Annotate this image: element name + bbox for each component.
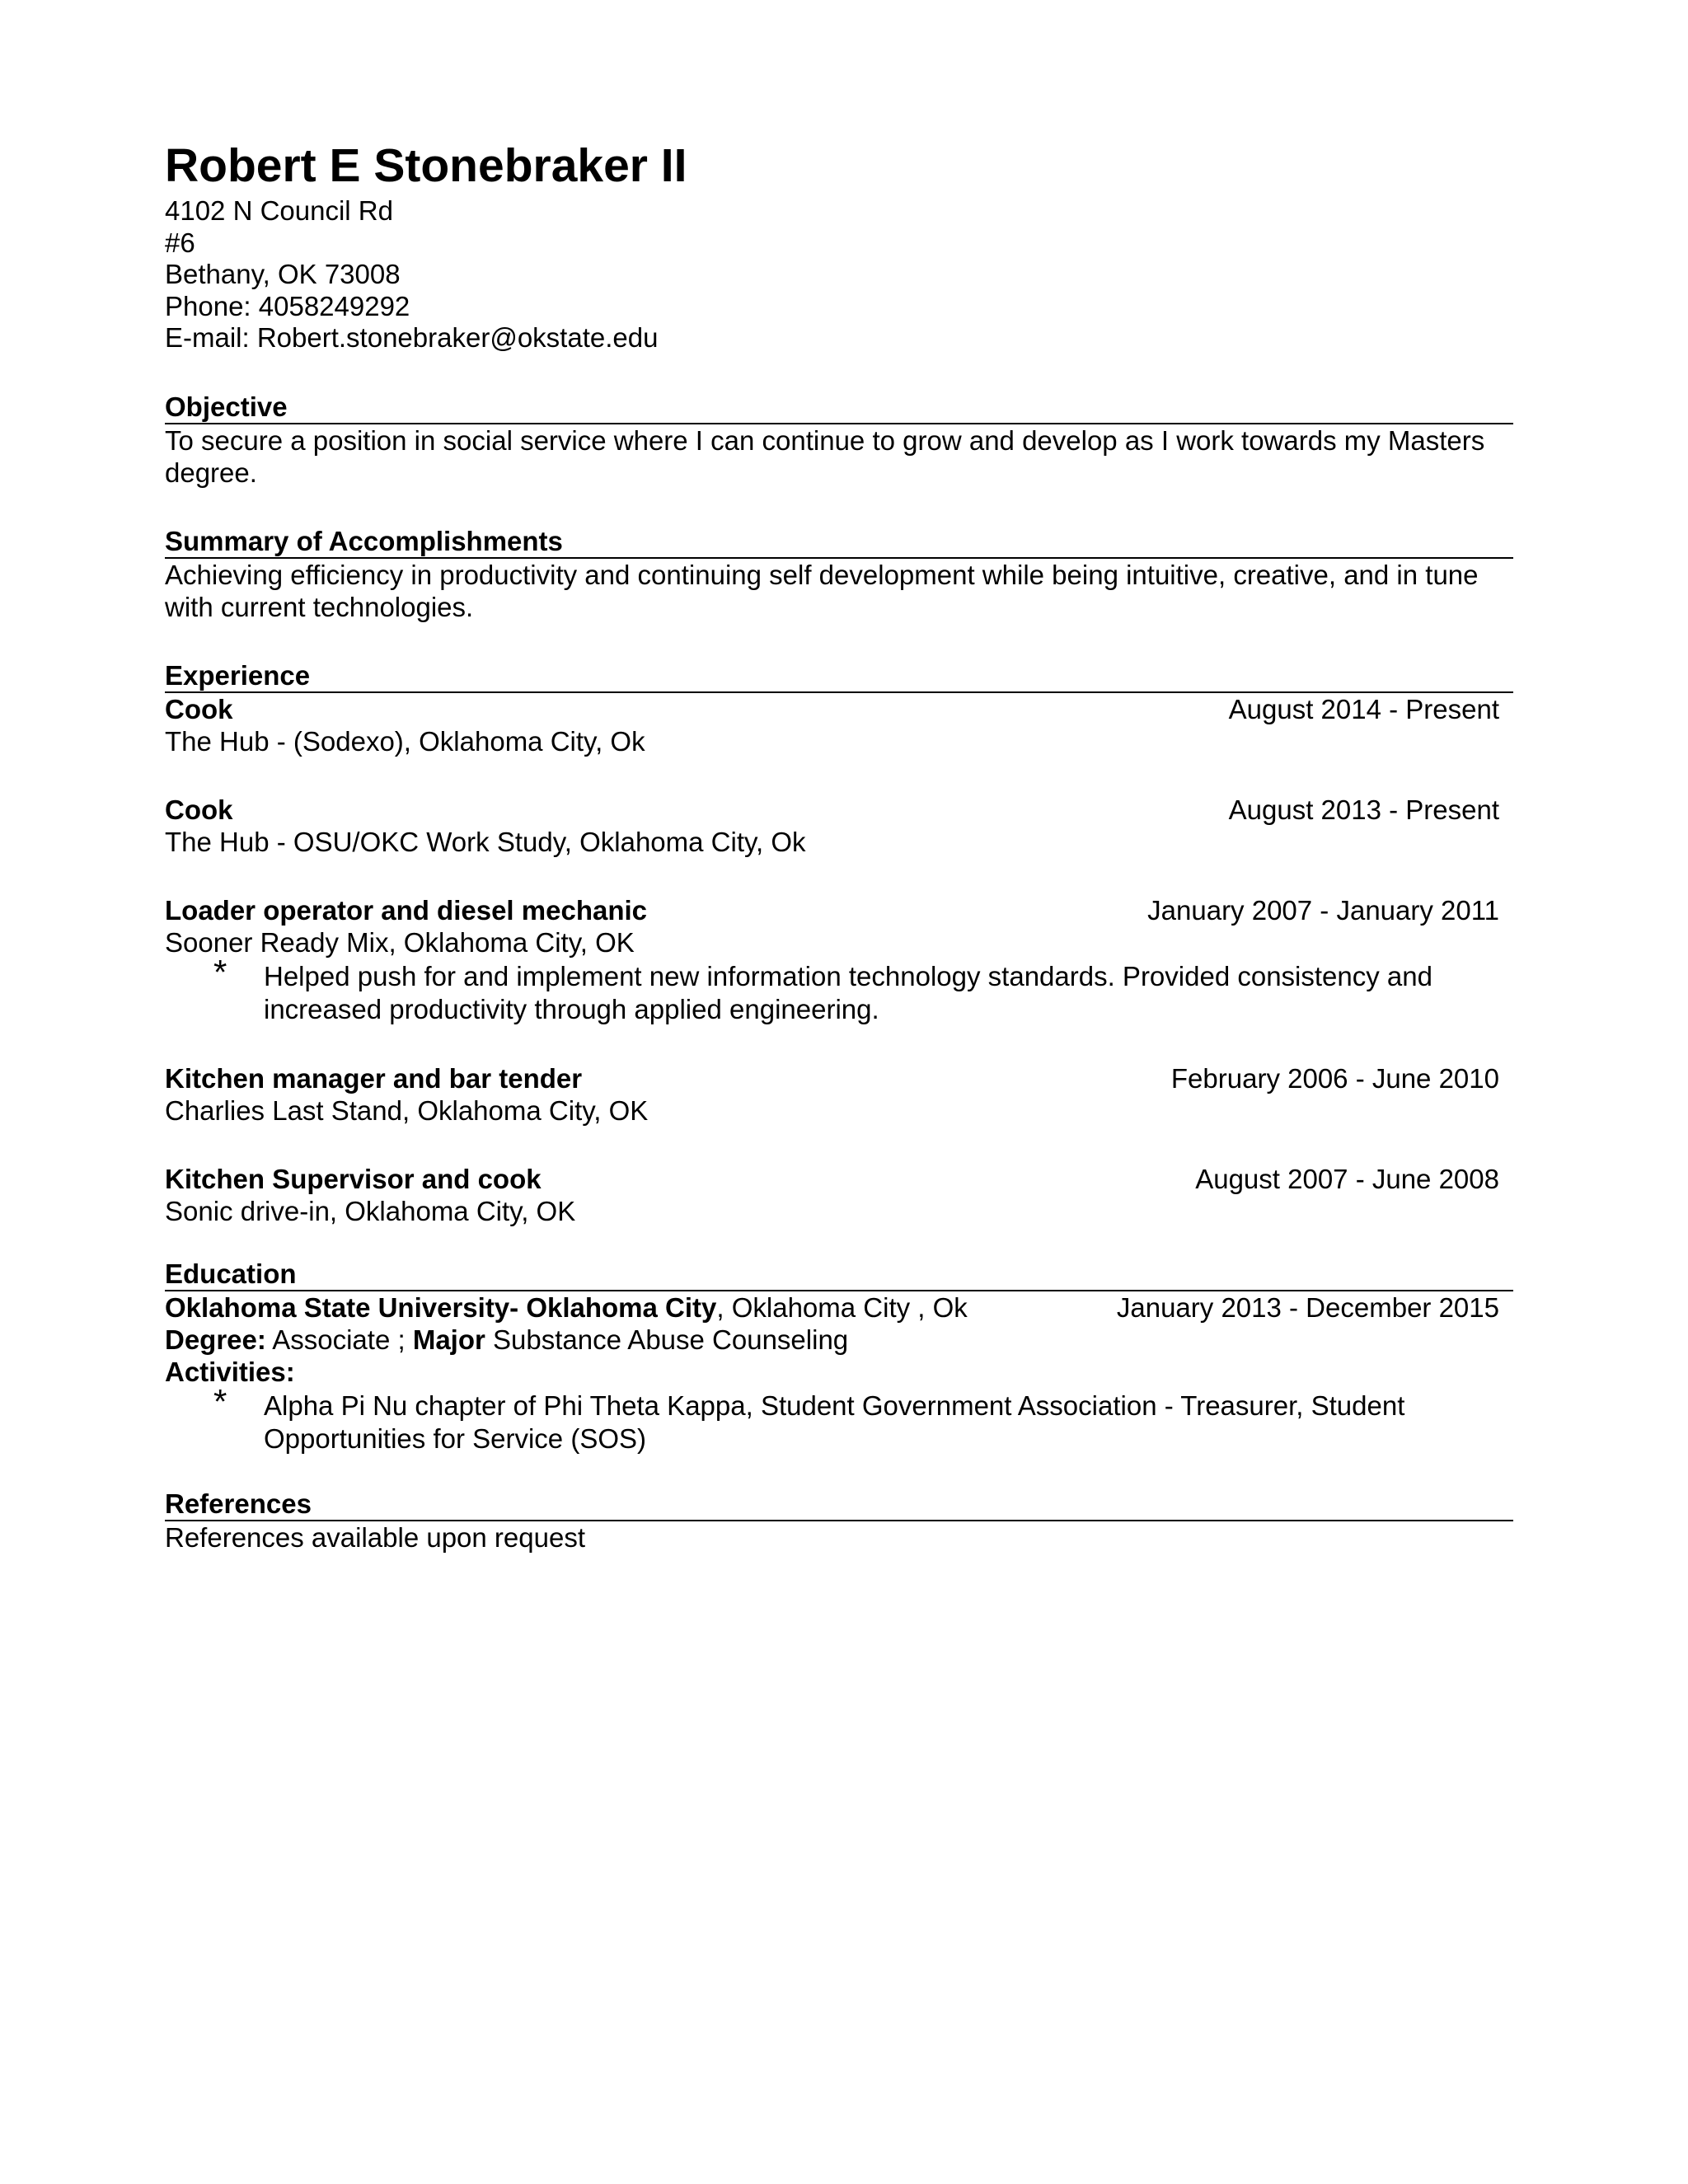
references-text: References available upon request <box>165 1521 586 1553</box>
summary-text: Achieving efficiency in productivity and continuing self development while being intuitive, creative, and in tune with current technologies. <box>165 559 1479 622</box>
degree-label: Degree: <box>165 1324 266 1355</box>
job-employer: Sooner Ready Mix, Oklahoma City, OK <box>165 926 635 958</box>
resume-page <box>165 136 1513 1554</box>
job-employer: The Hub - OSU/OKC Work Study, Oklahoma City, Ok <box>165 826 806 857</box>
job-title: Cook <box>165 794 233 825</box>
education-section <box>165 1258 1513 1455</box>
activities-text: Alpha Pi Nu chapter of Phi Theta Kappa, Student Government Association - Treasurer, Student Opportunities for Service (SOS) <box>264 1390 1405 1454</box>
city-state-zip: Bethany, OK 73008 <box>165 259 401 289</box>
job-entry <box>165 794 1513 858</box>
school-name: Oklahoma State University- Oklahoma City <box>165 1291 717 1323</box>
address-line-1: 4102 N Council Rd <box>165 195 393 226</box>
job-dates: February 2006 - June 2010 <box>1170 1062 1499 1094</box>
job-dates: August 2007 - June 2008 <box>1195 1163 1499 1194</box>
phone: Phone: 4058249292 <box>165 290 410 321</box>
job-bullet-text: Helped push for and implement new information technology standards. Provided consistency and increased productivity through applied engineering. <box>264 960 1432 1024</box>
school-line <box>165 1291 968 1324</box>
degree-line <box>165 1324 1513 1356</box>
job-employer: Charlies Last Stand, Oklahoma City, OK <box>165 1094 649 1126</box>
address-line-2: #6 <box>165 227 195 258</box>
job-title: Cook <box>165 693 233 724</box>
experience-section <box>165 660 1513 1227</box>
job-employer: The Hub - (Sodexo), Oklahoma City, Ok <box>165 725 645 757</box>
job-entry <box>165 894 1513 1026</box>
objective-heading: Objective <box>165 391 1513 424</box>
education-dates: January 2013 - December 2015 <box>1116 1291 1499 1323</box>
job-entry <box>165 693 1513 757</box>
job-title: Kitchen Supervisor and cook <box>165 1163 542 1194</box>
job-employer: Sonic drive-in, Oklahoma City, OK <box>165 1195 576 1226</box>
experience-heading: Experience <box>165 660 1513 693</box>
school-location: , Oklahoma City , Ok <box>716 1291 968 1323</box>
activities-bullet <box>165 1381 1513 1455</box>
job-title: Kitchen manager and bar tender <box>165 1062 583 1094</box>
objective-text: To secure a position in social service where I can continue to grow and develop as I work towards my Masters degree. <box>165 424 1485 488</box>
summary-section <box>165 526 1513 623</box>
job-dates: January 2007 - January 2011 <box>1147 894 1499 926</box>
education-heading: Education <box>165 1258 1513 1291</box>
job-entry <box>165 1163 1513 1227</box>
job-bullet <box>165 952 1513 1026</box>
asterisk-bullet-icon: * <box>213 952 227 991</box>
resume-header <box>165 136 1513 354</box>
job-entry <box>165 1062 1513 1127</box>
objective-section <box>165 391 1513 489</box>
applicant-name: Robert E Stonebraker II <box>165 139 687 192</box>
major-label: Major <box>412 1324 485 1355</box>
activities-label: Activities: <box>165 1356 295 1387</box>
summary-heading: Summary of Accomplishments <box>165 526 1513 559</box>
references-heading: References <box>165 1488 1513 1521</box>
job-dates: August 2013 - Present <box>1228 794 1499 825</box>
degree-value: Associate ; <box>265 1324 413 1355</box>
references-section <box>165 1488 1513 1554</box>
email: E-mail: Robert.stonebraker@okstate.edu <box>165 322 659 353</box>
job-dates: August 2014 - Present <box>1228 693 1499 724</box>
major-value: Substance Abuse Counseling <box>485 1324 849 1355</box>
asterisk-bullet-icon: * <box>213 1381 227 1421</box>
job-title: Loader operator and diesel mechanic <box>165 894 648 926</box>
